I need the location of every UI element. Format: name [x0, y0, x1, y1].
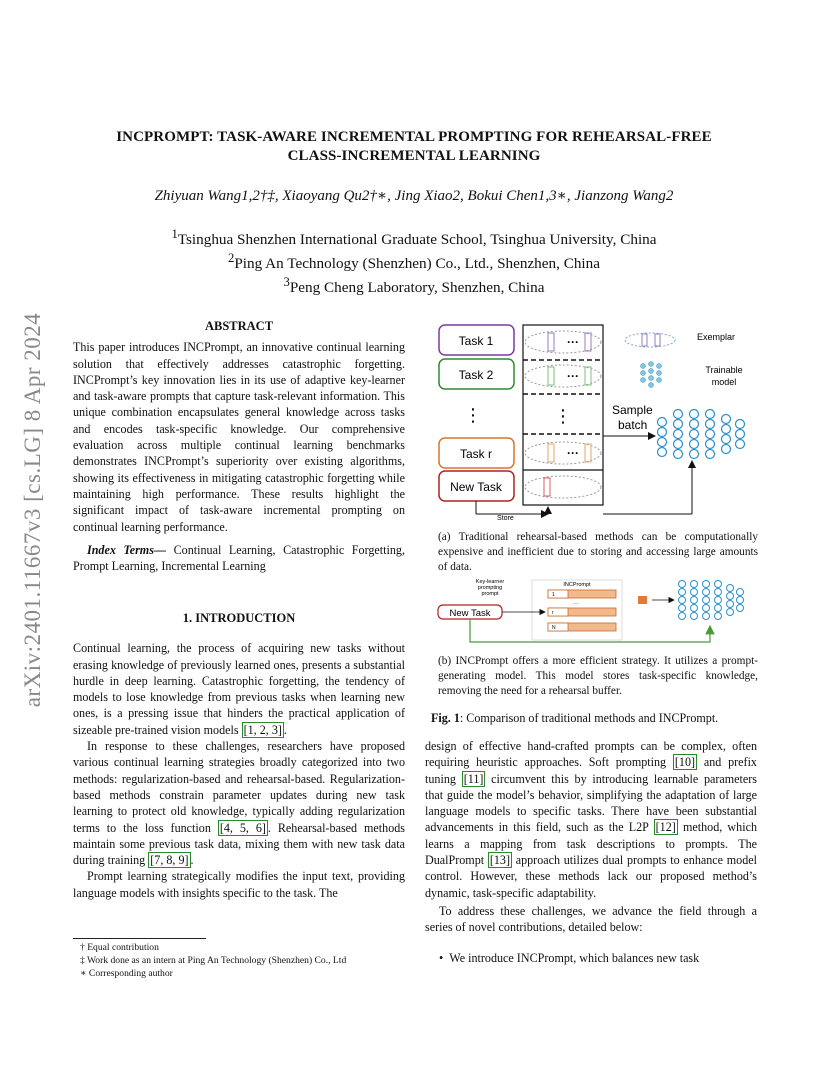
- batch-label: batch: [618, 418, 648, 432]
- task-r-box: [439, 438, 514, 468]
- author-list: Zhiyuan Wang1,2†‡, Xiaoyang Qu2†∗, Jing Xiao2, Bokui Chen1,3∗, Jianzong Wang2: [154, 188, 674, 204]
- footnotes: [80, 941, 346, 981]
- new-task-label-b: New Task: [449, 608, 491, 619]
- task-2-box: [439, 359, 514, 389]
- sample-label: Sample: [612, 403, 653, 417]
- svg-text:r: r: [552, 610, 554, 616]
- intro-paragraph-3: Prompt learning strategically modifies the input text, providing language models with insights specific to the task. The: [73, 869, 405, 900]
- abstract-heading: ABSTRACT: [204, 319, 274, 333]
- footnote-equal: † Equal contribution: [80, 942, 159, 953]
- footnote-intern: ‡ Work done as an intern at Ping An Technology (Shenzhen) Co., Ltd: [80, 955, 347, 967]
- prompt-pool: [548, 590, 616, 631]
- title-line-1: INCPROMPT: TASK-AWARE INCREMENTAL PROMPTING FOR REHEARSAL-FREE: [116, 129, 712, 145]
- task-2-label: Task 2: [458, 368, 494, 382]
- citation-link[interactable]: [1, 2, 3]: [243, 722, 282, 737]
- footnote-rule: [73, 938, 206, 939]
- citation-link[interactable]: [10]: [674, 755, 696, 770]
- svg-text:···: ···: [573, 601, 579, 607]
- affiliations: $^1$Tsinghua Shenzhen International Graduate School, Tsinghua University, China $^2$Ping An Technology (Shenzhen) Co., Ltd., Shenzhen, China $^3$Peng Cheng Laboratory, Shenzhen, China: [171, 227, 657, 297]
- footnote-corresponding: ∗ Corresponding author: [80, 968, 173, 980]
- right-paragraph-2: To address these challenges, we advance the field through a series of novel contributions, detailed below:: [425, 903, 757, 935]
- task-1-label: Task 1: [458, 334, 494, 348]
- key-learner-label: Key-learner: [475, 579, 505, 585]
- neural-network-icon: [658, 410, 745, 459]
- introduction-heading: 1. INTRODUCTION: [182, 611, 296, 625]
- neural-network-icon-b: [679, 581, 744, 620]
- figure-1a-diagram: [430, 318, 770, 523]
- citation-link[interactable]: [13]: [489, 853, 510, 868]
- affiliation-2: Ping An Technology (Shenzhen) Co., Ltd., Shenzhen, China: [234, 255, 600, 273]
- trainable-label: Trainable: [705, 365, 743, 375]
- figure-1-caption: [431, 711, 771, 726]
- task-1-box: [439, 325, 514, 355]
- svg-text:···: ···: [567, 446, 579, 460]
- citation-link[interactable]: [4, 5, 6]: [219, 820, 266, 835]
- figure-caption-text: : Comparison of traditional methods and INCPrompt.: [459, 711, 719, 725]
- prompt-token-icon: [638, 596, 647, 604]
- citation-link[interactable]: [7, 8, 9]: [150, 853, 189, 868]
- affiliation-3: Peng Cheng Laboratory, Shenzhen, China: [289, 279, 545, 297]
- abstract-text: This paper introduces INCPrompt, an innovative continual learning solution that effectively addresses catastrophic forgetting. INCPrompt’s key innovation lies in its use of adaptive key-learner and task-aware prompts that capture task-relevant information. This unique combination encapsulates general knowledge across tasks and encodes task-specific knowledge. Our comprehensive evaluation across multiple continual learning benchmarks demonstrates INCPrompt’s superiority over existing algorithms, showing its effectiveness in mitigating catastrophic forgetting while maintaining high performance. These results highlight the significant impact of task-aware incremental prompting on continual learning performance.: [73, 340, 405, 534]
- svg-text:···: ···: [567, 369, 579, 383]
- intro-paragraph-1: Continual learning, the process of acquiring new tasks without erasing knowledge of previously learned ones, presents a substantial hurdle in deep learning. Catastrophic forgetting, the tendency of models to lose knowledge from previous tasks when learning new ones, is a pressing issue that hinders the practical application of sizeable pre-trained vision models [1, 2, 3] .: [73, 641, 405, 737]
- new-task-box-b: [438, 605, 502, 619]
- arxiv-stamp: [8, 300, 58, 720]
- new-task-box: [439, 471, 514, 501]
- index-terms-text: Continual Learning, Catastrophic Forgetting, Prompt Learning, Incremental Learning: [73, 542, 405, 574]
- svg-text:1: 1: [552, 592, 555, 598]
- right-paragraph-1: design of effective hand-crafted prompts can be complex, often requiring heuristic approaches. Soft prompting [10] and prefix tuning [11] circumvent this by introducing learnable parameters that guide the model’s behavior, simplifying the adaptation of large language models to specific tasks. There have been substantial advancements in this field, such as the L2P [12] method, which learns a mapping from task descriptions to prompts. The DualPrompt [13] approach utilizes dual prompts to enhance model control. However, these methods lack our proposed method’s dynamic, task-specific adaptability.: [425, 739, 757, 900]
- svg-text:···: ···: [567, 335, 579, 349]
- model-label: model: [711, 377, 737, 387]
- index-terms-label: Index Terms—: [87, 542, 167, 557]
- svg-text:prompting: prompting: [477, 585, 503, 591]
- intro-paragraph-2: In response to these challenges, researchers have proposed various continual learning strategies broadly categorized into two methods: regularization-based and rehearsal-based. Regularization-based methods constrain parameter updates during new task learning to protect old knowledge, typically adding regularization terms to the loss function [4, 5, 6] . Rehearsal-based methods maintain some previous task data, mixing them with new task data during training [7, 8, 9] .: [73, 739, 405, 868]
- svg-text:⋮: ⋮: [554, 406, 572, 426]
- contribution-bullet: • We introduce INCPrompt, which balances new task: [439, 950, 700, 965]
- figure-1a-caption: (a) Traditional rehearsal-based methods can be computationally expensive and inefficient due to storing and accessing large amounts of data.: [438, 531, 758, 573]
- figure-1b-caption: (b) INCPrompt offers a more efficient strategy. It utilizes a prompt-generating model. This model stores task-specific knowledge, removing the need for a rehearsal buffer.: [438, 655, 758, 697]
- exemplar-label: Exemplar: [697, 332, 736, 342]
- paper-title: [60, 128, 768, 166]
- abstract-section: [73, 318, 405, 574]
- citation-link[interactable]: [12]: [655, 820, 676, 835]
- new-task-label: New Task: [450, 480, 502, 494]
- vertical-ellipsis: ⋮: [464, 405, 482, 425]
- introduction-section: [73, 610, 405, 901]
- task-r-label: Task r: [459, 447, 493, 461]
- figure-label: Fig. 1: [431, 711, 460, 725]
- figure-1b-diagram: [430, 576, 770, 648]
- svg-text:N: N: [552, 625, 556, 631]
- title-line-2: CLASS-INCREMENTAL LEARNING: [287, 148, 541, 164]
- arxiv-id: arXiv:2401.11667v3 [cs.LG] 8 Apr 2024: [20, 312, 45, 708]
- citation-link[interactable]: [11]: [463, 771, 484, 786]
- store-label: Store: [497, 515, 514, 522]
- svg-text:prompt: prompt: [481, 591, 499, 597]
- right-column-text: [425, 738, 757, 966]
- incprompt-label: INCPrompt: [563, 582, 591, 588]
- index-terms: [73, 542, 405, 575]
- affiliation-1: Tsinghua Shenzhen International Graduate School, Tsinghua University, China: [177, 231, 657, 249]
